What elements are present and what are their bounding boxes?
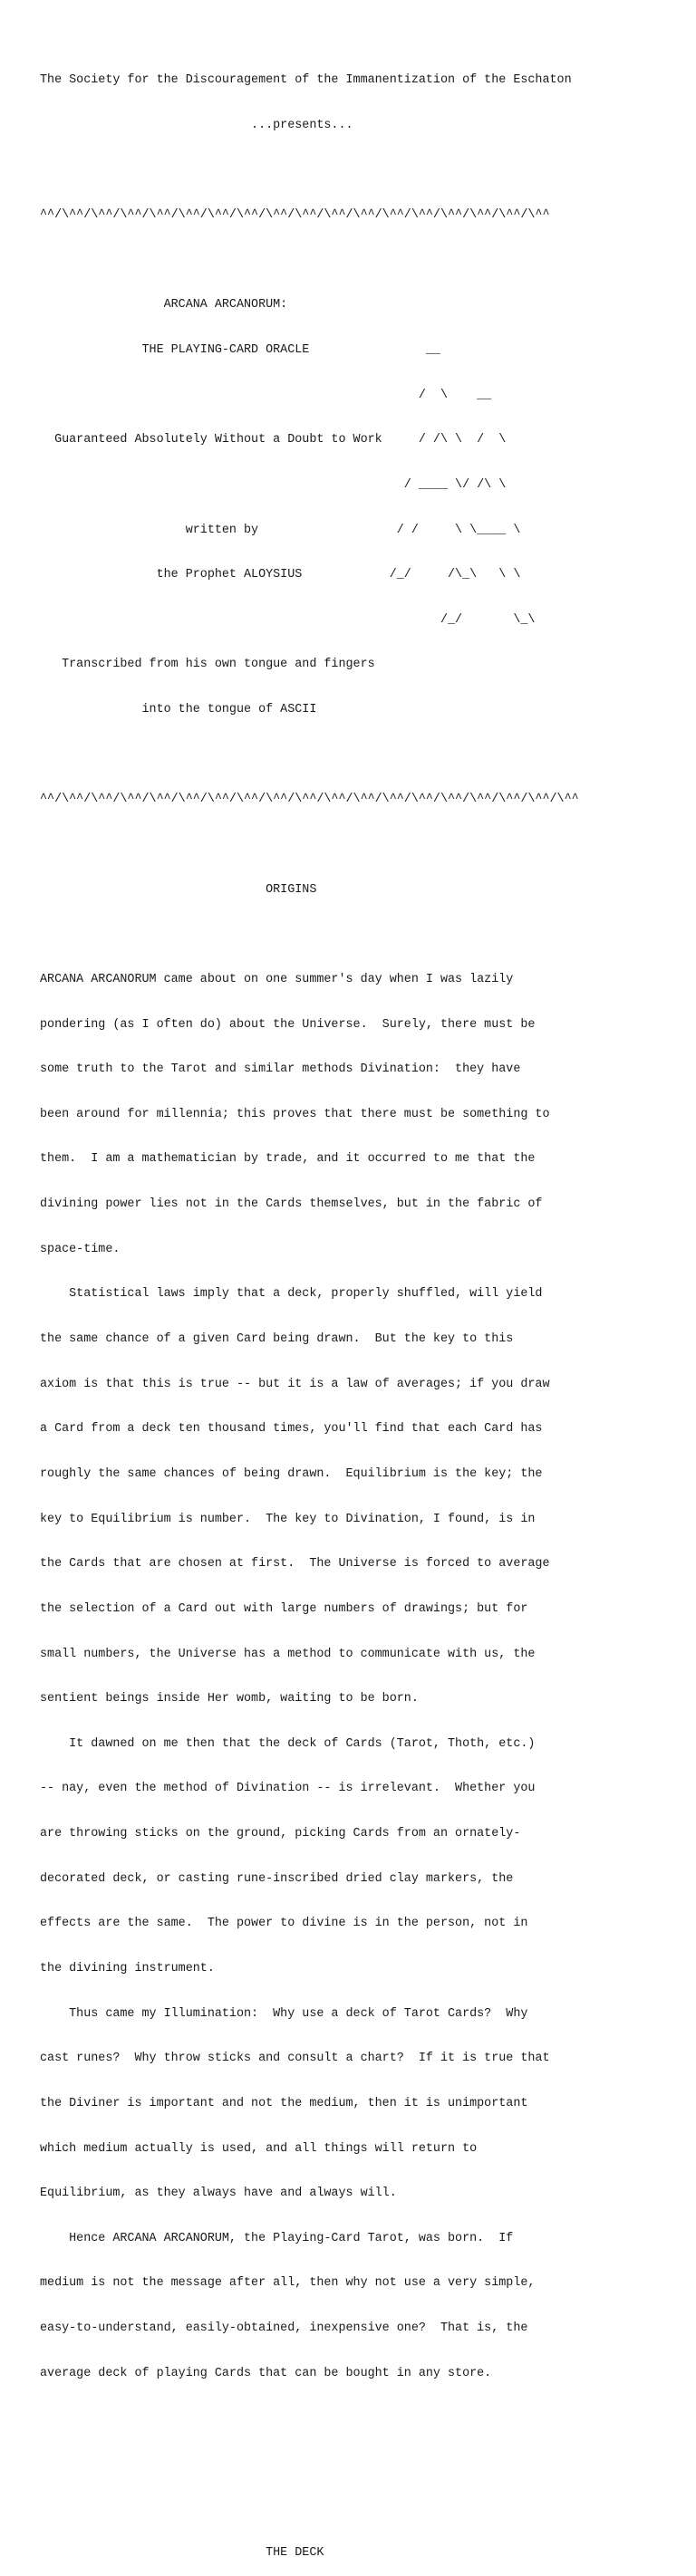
body-text-line: key to Equilibrium is number. The key to Divination, I found, is in xyxy=(40,1512,536,1526)
author-line: the Prophet ALOYSIUS /_/ /\_\ \ \ xyxy=(40,568,521,582)
blank-line xyxy=(40,748,674,764)
body-text-line: ARCANA ARCANORUM came about on one summer's day when I was lazily xyxy=(40,972,514,986)
ascii-art-line: / \ __ xyxy=(40,388,492,402)
body-text-line: medium is not the message after all, then why not use a very simple, xyxy=(40,2276,536,2291)
blank-line xyxy=(40,2456,674,2472)
blank-line xyxy=(40,163,674,178)
blank-line xyxy=(40,254,674,269)
body-text-line: average deck of playing Cards that can be bought in any store. xyxy=(40,2366,492,2380)
body-text-line: the same chance of a given Card being drawn. But the key to this xyxy=(40,1332,514,1347)
body-text-line: them. I am a mathematician by trade, and it occurred to me that the xyxy=(40,1152,536,1167)
blank-line xyxy=(40,928,674,943)
body-text-line: the Diviner is important and not the medium, then it is unimportant xyxy=(40,2096,528,2110)
body-text-line: It dawned on me then that the deck of Cards (Tarot, Thoth, etc.) xyxy=(40,1736,536,1751)
presents-line: ...presents... xyxy=(40,118,353,132)
ascii-art-line: /_/ \_\ xyxy=(40,612,536,627)
title-line: ARCANA ARCANORUM: xyxy=(40,298,288,312)
body-text-line: the selection of a Card out with large numbers of drawings; but for xyxy=(40,1601,528,1616)
body-text-line: pondering (as I often do) about the Universe. Surely, there must be xyxy=(40,1017,536,1032)
body-text-line: are throwing sticks on the ground, picking Cards from an ornately- xyxy=(40,1827,521,1841)
divider-top: ^^/\^^/\^^/\^^/\^^/\^^/\^^/\^^/\^^/\^^/\^^/\^^/\^^/\^^/\^^/\^^/\^^/\^^ xyxy=(40,208,550,223)
body-text-line: roughly the same chances of being drawn. Equilibrium is the key; the xyxy=(40,1466,543,1481)
body-text-line: the Cards that are chosen at first. The Universe is forced to average xyxy=(40,1557,550,1572)
blank-line xyxy=(40,838,674,853)
subtitle-line: THE PLAYING-CARD ORACLE __ xyxy=(40,342,440,357)
body-text-line: easy-to-understand, easily-obtained, inexpensive one? That is, the xyxy=(40,2321,528,2336)
body-text-line: axiom is that this is true -- but it is a law of averages; if you draw xyxy=(40,1377,550,1391)
body-text-line: effects are the same. The power to divine is in the person, not in xyxy=(40,1917,528,1931)
body-text-line: small numbers, the Universe has a method to communicate with us, the xyxy=(40,1647,536,1661)
body-text-line: Thus came my Illumination: Why use a deck of Tarot Cards? Why xyxy=(40,2006,528,2021)
body-text-line: the divining instrument. xyxy=(40,1962,215,1975)
body-text-line: -- nay, even the method of Divination -- is irrelevant. Whether you xyxy=(40,1782,536,1796)
section-heading-origins: ORIGINS xyxy=(40,882,317,897)
body-text-line: Hence ARCANA ARCANORUM, the Playing-Card Tarot, was born. If xyxy=(40,2231,514,2245)
blank-line xyxy=(40,2502,674,2517)
body-text-line: which medium actually is used, and all things will return to xyxy=(40,2141,478,2156)
body-text-line: sentient beings inside Her womb, waiting to be born. xyxy=(40,1692,419,1706)
society-line: The Society for the Discouragement of the Immanentization of the Eschaton xyxy=(40,73,572,88)
body-text-line: a Card from a deck ten thousand times, you'll find that each Card has xyxy=(40,1422,543,1437)
body-text-line: been around for millennia; this proves that there must be something to xyxy=(40,1107,550,1121)
body-text-line: cast runes? Why throw sticks and consult a chart? If it is true that xyxy=(40,2052,550,2066)
guarantee-line: Guaranteed Absolutely Without a Doubt to Work / /\ \ / \ xyxy=(40,433,507,447)
body-text-line: Equilibrium, as they always have and always will. xyxy=(40,2187,397,2201)
document-page xyxy=(40,43,674,2576)
body-text-line: Statistical laws imply that a deck, properly shuffled, will yield xyxy=(40,1287,543,1302)
section-heading-the-deck: THE DECK xyxy=(40,2546,324,2561)
blank-line xyxy=(40,2411,674,2427)
body-text-line: some truth to the Tarot and similar methods Divination: they have xyxy=(40,1062,521,1077)
written-by-line: written by / / \ \____ \ xyxy=(40,523,521,537)
body-text-line: divining power lies not in the Cards themselves, but in the fabric of xyxy=(40,1197,543,1212)
body-text-line: decorated deck, or casting rune-inscribed dried clay markers, the xyxy=(40,1871,514,1886)
ascii-line: into the tongue of ASCII xyxy=(40,703,317,717)
divider-bottom: ^^/\^^/\^^/\^^/\^^/\^^/\^^/\^^/\^^/\^^/\^^/\^^/\^^/\^^/\^^/\^^/\^^/\^^/\^^ xyxy=(40,793,579,807)
body-text-line: space-time. xyxy=(40,1242,121,1256)
transcribed-line: Transcribed from his own tongue and fingers xyxy=(40,658,375,672)
ascii-art-line: / ____ \/ /\ \ xyxy=(40,477,507,492)
